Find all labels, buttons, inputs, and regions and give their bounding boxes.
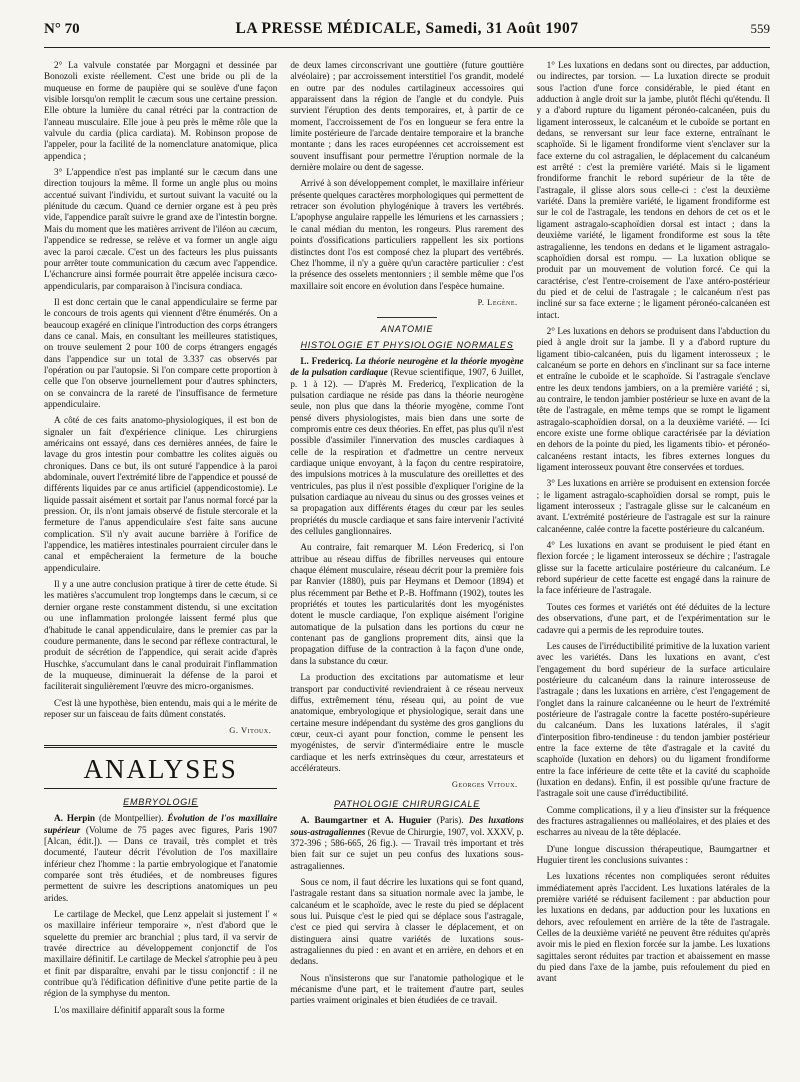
section-heading: ANATOMIE [380, 323, 434, 334]
divider [377, 317, 437, 318]
author-signature: G. Vitoux. [229, 725, 272, 736]
column-1 [44, 60, 277, 1072]
review-entry [290, 356, 523, 538]
paragraph: 1° Les luxations en dedans sont ou directes, par adduction, ou indirectes, par torsion. — La luxation directe se produit sous l'action d'une force considérable, le pied étant en adduction à angle droit sur la jambe, plutôt fléchi qu'étendu. Il y a d'abord rupture du ligament péronéo-calcanéen, puis du ligament interosseux, le calcanéum et le cuboïde se portant en dedans, se renversant sur leur face externe, entraînant le scaphoïde. Si le ligament frondiforme vient s'enclaver sur la face externe du col astragalien, le déplacement du calcanéum est arrêté : c'est la première variété. Mais si le ligament frondiforme franchit le rebord supérieur de la tête de l'astragale, il glisse alors sous celle-ci : c'est la deuxième variété. Dans la première variété, le ligament frondiforme est sur le col de l'astragale, les tendons en dehors de cet os et le ligament astragalo-scaphoïdien dorsal est intact ; dans la deuxième variété, le ligament frondiforme est sous la tête astragalienne, les tendons en dedans et le ligament astragalo-scaphoïdien dorsal est rompu. — La luxation oblique se produit par un mouvement de volution forcé. Ce qui la caractérise, c'est l'entre-croisement de l'axe antéro-postérieur du pied et de celui de l'astragale ; le calcanéum n'est pas incliné sur sa face externe ; le ligament péronéo-calcanéen est intact. [536, 60, 770, 320]
review-entry [44, 813, 277, 904]
paragraph: 3° L'appendice n'est pas implanté sur le cæcum dans une direction toujours la même. Il forme un angle plus ou moins accentué suivant l'individu, et surtout suivant la vacuité ou la plénitude du cæcum. Quand ce dernier organe est à peu près vide, l'appendice paraît suivre le grand axe de l'intestin borgne. Mais du moment que les matières arrivent de l'iléon au cæcum, l'appendice se redresse, se relève et va former un angle aigu avec la paroi cæcale. C'est un des facteurs les plus puissants pour arrêter toute communication du cæcum avec l'appendice. L'échancrure ainsi formée pourrait être appelée incisura cæco-appendicularis, par comparaison à l'incisura condiaca. [44, 167, 278, 291]
review-entry [290, 815, 523, 872]
journal-title: LA PRESSE MÉDICALE, Samedi, 31 Août 1907 [235, 20, 579, 37]
section-heading: EMBRYOLOGIE [123, 797, 199, 808]
paragraph: C'est là une hypothèse, bien entendu, mais qui a le mérite de reposer sur un faisceau de faits dûment constatés. [44, 697, 278, 719]
paragraph: Comme complications, il y a lieu d'insister sur la fréquence des fractures astragaliennes ou malléolaires, et des plaies et des escharres au niveau de la tête déplacée. [536, 804, 770, 838]
author-signature: Georges Vitoux. [451, 779, 518, 790]
paragraph: Il y a une autre conclusion pratique à tirer de cette étude. Si les matières s'accumulent trop longtemps dans le cæcum, si ce dernier organe reste constamment distendu, si une excitation ou une inflammation prolongée laissent fermé plus que d'habitude le canal appendiculaire, dans le premier cas par la coudure permanente, dans le second par réflexe contractural, le produit de sécrétion de l'appendice, qui serait acide d'après Huschke, s'accumulant dans le canal produirait l'inflammation de la muqueuse, diminuerait la défense de la paroi et faciliterait singulièrement l'œuvre des micro-organismes. [44, 579, 278, 692]
paragraph: Le cartilage de Meckel, que Lenz appelait si justement l' « os maxillaire inférieur temporaire », n'est d'abord que le squelette du premier arc branchial ; plus tard, il va servir de travée directrice au développement conjonctif de l'os maxillaire définitif. Le cartilage de Meckel s'atrophie peu à peu et finit par disparaître, envahi par le tissu conjonctif : il ne contribue qu'à l'édification définitive d'une petite partie de la région de la symphyse du menton. [44, 909, 278, 999]
paragraph: Toutes ces formes et variétés ont été déduites de la lecture des observations, d'une part, et de l'expérimentation sur le cadavre qui a permis de les reproduire toutes. [536, 601, 770, 635]
review-author: L. Fredericq. [300, 355, 353, 366]
paragraph: Les luxations récentes non compliquées seront réduites immédiatement après l'accident. Les luxations latérales de la première variété se réduisent facilement : par abduction pour les luxations en dedans, par adduction pour les luxations en dehors, avec refoulement en arrière de la tête de l'astragale. Celles de la deuxième variété ne peuvent être réduites qu'après avoir mis le pied en flexion forcée sur la jambe. Les luxations sagittales seront réduites par traction et abaissement en masse du pied dans l'axe de la jambe, puis refoulement du pied en avant [536, 871, 770, 984]
review-text: (Volume de 75 pages avec figures, Paris 1907 [Alcan, édit.]). — Dans ce travail, très complet et très documenté, l'auteur décrit l'évolution de l'os maxillaire inférieur chez l'homme : la partie embryologique et l'anatomie comparée sont très étudiées, et de nombreuses figures permettent de suivre les descriptions anatomiques un peu arides. [44, 824, 278, 903]
review-text: (Revue de Chirurgie, 1907, vol. XXXV, p. 372-396 ; 586-665, 26 fig.). — Travail très important et très bien fait sur ce sujet un peu confus des luxations sous-astragaliennes. [290, 826, 524, 871]
column-2 [290, 60, 523, 1072]
page-header [44, 20, 770, 48]
paragraph: Les causes de l'irréductibilité primitive de la luxation varient avec les variétés. Dans les luxations en avant, c'est l'engagement du bord supérieur de la surface articulaire postérieure du calcanéum dans la rainure interosseuse de l'astragale ; dans les luxations en arrière, c'est l'engagement de l'onglet dans la rainure calcanéenne ou le heurt de l'extrémité postérieure de l'astragale contre la facette postéro-supérieure du calcanéum. Dans les luxations latérales, il s'agit d'interposition fibro-tendineuse : du tendon jambier postérieur entre la face externe de tête d'astragale et la cavité du scaphoïde (luxation en dehors) ou du ligament frondiforme entre la face inférieure de cette tête et la cavité du scaphoïde (luxation en dedans). Enfin, il est possible qu'une fracture de l'astragale soit une cause d'irréductibilité. [536, 640, 770, 799]
paragraph: 3° Les luxations en arrière se produisent en extension forcée ; le ligament astragalo-scaphoïdien dorsal se rompt, puis le ligament interosseux ; l'astragale glisse sur le calcanéum en avant. L'extrémité postérieure de l'astragale est sur la rainure calcanéenne, calée contre la facette postérieure du calcanéum. [536, 478, 770, 534]
column-3 [537, 60, 770, 1072]
issue-number: N° 70 [44, 21, 80, 37]
review-title: La théorie neurogène et la théorie myogène de la pulsation cardiaque [290, 355, 524, 378]
review-author: A. Baumgartner et A. Huguier [300, 815, 432, 826]
paragraph: L'os maxillaire définitif apparaît sous la forme [54, 1004, 225, 1015]
paragraph: D'une longue discussion thérapeutique, Baumgartner et Huguier tirent les conclusions suivantes : [536, 843, 770, 866]
section-subheading: HISTOLOGIE ET PHYSIOLOGIE NORMALES [300, 339, 514, 350]
paragraph: Sous ce nom, il faut décrire les luxations qui se font quand, l'astragale restant dans sa situation normale avec la jambe, le calcanéum et le scaphoïde, avec le reste du pied se déplacent sous lui. Puisque c'est le pied qui se déplace sous l'astragale, c'est ce pied qui servira à classer le déplacement, et on distinguera ainsi quatre variétés de luxations sous-astragaliennes du pied : en avant et en arrière, en dehors et en dedans. [290, 876, 524, 967]
review-place: (Paris). [431, 815, 469, 826]
paragraph: Au contraire, fait remarquer M. Léon Fredericq, si l'on attribue au réseau diffus de fibrilles nerveuses qui entoure chaque élément musculaire, réseau décrit pour la première fois par Ranvier (1880), puis par Heymans et Demoor (1894) et plus récemment par Bethe et P.-B. Hoffmann (1902), toutes les propriétés et toutes les particularités dont les myogénistes dotent le muscle cardiaque, l'on explique aisément l'origine automatique de la pulsation dans les portions du cœur ne contenant pas de ganglions proprement dits, ainsi que la propagation diffuse de la contraction à la façon d'une onde, dans la substance du cœur. [290, 542, 524, 666]
review-text: (Revue scientifique, 1907, 6 Juillet, p. 1 à 12). — D'après M. Fredericq, l'explication de la pulsation cardiaque ne réside pas dans la théorie neurogène seule, non plus que dans la théorie myogène, comme l'ont pensé divers physiologistes, mais bien dans une sorte de compromis entre ces deux théories. En effet, pas plus qu'il n'est possible d'assimiler l'innervation des muscles cardiaques à celle de la respiration et d'admettre un centre nerveux cardiaque unique envoyant, à la façon du centre respiratoire, des impulsions motrices à la musculature des oreillettes et des ventricules, pas plus il n'est possible d'expliquer l'origine de la pulsation cardiaque au niveau du sinus ou des grosses veines et sa propagation aux différents étages du cœur par les seules propriétés du muscle cardiaque et sans faire intervenir l'activité des cellules ganglionnaires. [290, 367, 524, 537]
paragraph: de deux lames circonscrivant une gouttière (future gouttière alvéolaire) ; par accroissement interstitiel l'os grandit, modelé en outre par des nodules cartilagineux accessoires qui apparaissent dans la région de l'angle et du condyle. Puis survient l'éruption des dents temporaires, et, à partir de ce moment, l'accroissement de l'os en longueur se fera entre la limite postérieure de l'arcade dentaire temporaire et la branche montante ; dans les races européennes cet accroissement est souvent insuffisant pour permettre l'éruption normale de la dernière molaire ou dent de sagesse. [290, 60, 524, 173]
paragraph: La production des excitations par automatisme et leur transport par conductivité reviendraient à ce réseau nerveux diffus, extrêmement ténu, réseau qui, au point de vue anatomique, embryologique et physiologique, serait dans une certaine mesure indépendant du système des gros ganglions du cœur, ceux-ci ayant pour fonction, comme le pensent les myogénistes, de servir d'intermédiaire entre le muscle cardiaque et les nerfs extrinsèques du cœur, arrestateurs et accélérateurs. [290, 672, 524, 773]
section-heading: PATHOLOGIE CHIRURGICALE [333, 799, 481, 810]
review-author: A. Herpin [54, 813, 95, 824]
paragraph: Il est donc certain que le canal appendiculaire se ferme par le concours de trois agents qui viennent d'être énumérés. On a beaucoup exagéré en clinique l'introduction des corps étrangers dans ce canal. Mais, en consultant les meilleures statistiques, on trouve seulement 2 pour 100 de corps étrangers engagés dans l'appendice sur un total de 3.337 cas observés par l'opération ou par l'autopsie. Si l'on compare cette proportion à celle que l'on observe journellement pour d'autres sphincters, on se convaincra de la rareté de l'insuffisance de fermeture appendiculaire. [44, 296, 278, 409]
paragraph: A côté de ces faits anatomo-physiologiques, il est bon de signaler un fait d'expérience clinique. Les chirurgiens américains ont essayé, dans ces dernières années, de faire le lavage du gros intestin pour combattre les colites aiguës ou chroniques. Dans ce but, ils ont suturé l'appendice à la paroi abdominale, ouvert l'extrémité libre de l'appendice et poussé de différents liquides par ce anus artificiel (appendicostomie). Le liquide passait aisément et sortait par l'anus normal forcé par la pression. Or, ils n'ont jamais observé de fistule stercorale et la fermeture de l'anus appendiculaire s'est faite sans aucune complication. S'il n'y avait aucune barrière à l'orifice de l'appendice, les matières intestinales pourraient circuler dans le canal et empêcheraient la fermeture de la bouche appendiculaire. [44, 415, 278, 573]
paragraph: 4° Les luxations en avant se produisent le pied étant en flexion forcée ; le ligament interosseux se déchire ; l'astragale glisse sur la facette articulaire postérieure du calcanéum. Le rebord supérieur de cette facette est engagé dans la rainure de la face inférieure de l'astragale. [536, 540, 770, 596]
paragraph: Arrivé à son développement complet, le maxillaire inférieur présente quelques caractères morphologiques qui permettent de retracer son évolution phylogénique à travers les vertébrés. L'apophyse angulaire rappelle les lémuriens et les carnassiers ; le canal médian du menton, les rongeurs. Plus rarement des points d'ossifications particuliers rappellent les six portions distinctes dont l'os est composé chez la plupart des vertébrés. Chez l'homme, il n'y a guère qu'un caractère particulier : c'est la présence des osselets mentonniers ; il semble même que l'os maxillaire soit encore en évolution dans l'espèce humaine. [290, 178, 524, 291]
author-signature: P. Legène. [477, 296, 518, 307]
analyses-heading: ANALYSES [44, 745, 277, 789]
paragraph: 2° La valvule constatée par Morgagni et dessinée par Bonozoli existe réellement. C'est une bride ou pli de la muqueuse en forme de paupière qui se soulève d'une façon visible lorsqu'on remplit le cæcum sous une certaine pression. Elle obture la lumière du canal rétréci par la contraction de l'anneau musculaire. Elle joue à peu près le même rôle que la valvule du cardia (plica cardiata). M. Robinson propose de l'appeler, pour la facilité de la nomenclature anatomique, plica appendica ; [44, 60, 278, 161]
columns [44, 60, 770, 1072]
page-number: 559 [750, 21, 770, 36]
review-title: Des luxations sous-astragaliennes [290, 815, 524, 837]
review-title: Évolution de l'os maxillaire supérieur [44, 813, 278, 835]
paragraph: 2° Les luxations en dehors se produisent dans l'abduction du pied à angle droit sur la jambe. Il y a d'abord rupture du ligament tibio-calcanéen, puis du ligament interosseux ; le calcanéum se porte en dehors en s'inclinant sur sa face interne et entraîne le cuboïde et le scaphoïde. Si l'astragale s'enclave entre les deux tendons jambiers, on a la première variété ; si, au contraire, le tendon jambier postérieur se luxe en avant de la tête de l'astragale, en même temps que se rompt le ligament astragalo-scaphoïdien dorsal, on a la deuxième variété. — Ici encore existe une forme oblique caractérisée par la déviation en dehors de la pointe du pied, les ligaments tibio- et péronéo-calcanéens restant intacts, les fibres externes longues du ligament interosseux pouvant être conservées et tordues. [536, 325, 770, 473]
paragraph: Nous n'insisterons que sur l'anatomie pathologique et le mécanisme d'une part, et le traitement d'autre part, seules parties vraiment originales et bien étudiées de ce travail. [290, 972, 524, 1006]
review-place: (de Montpellier). [94, 813, 168, 824]
